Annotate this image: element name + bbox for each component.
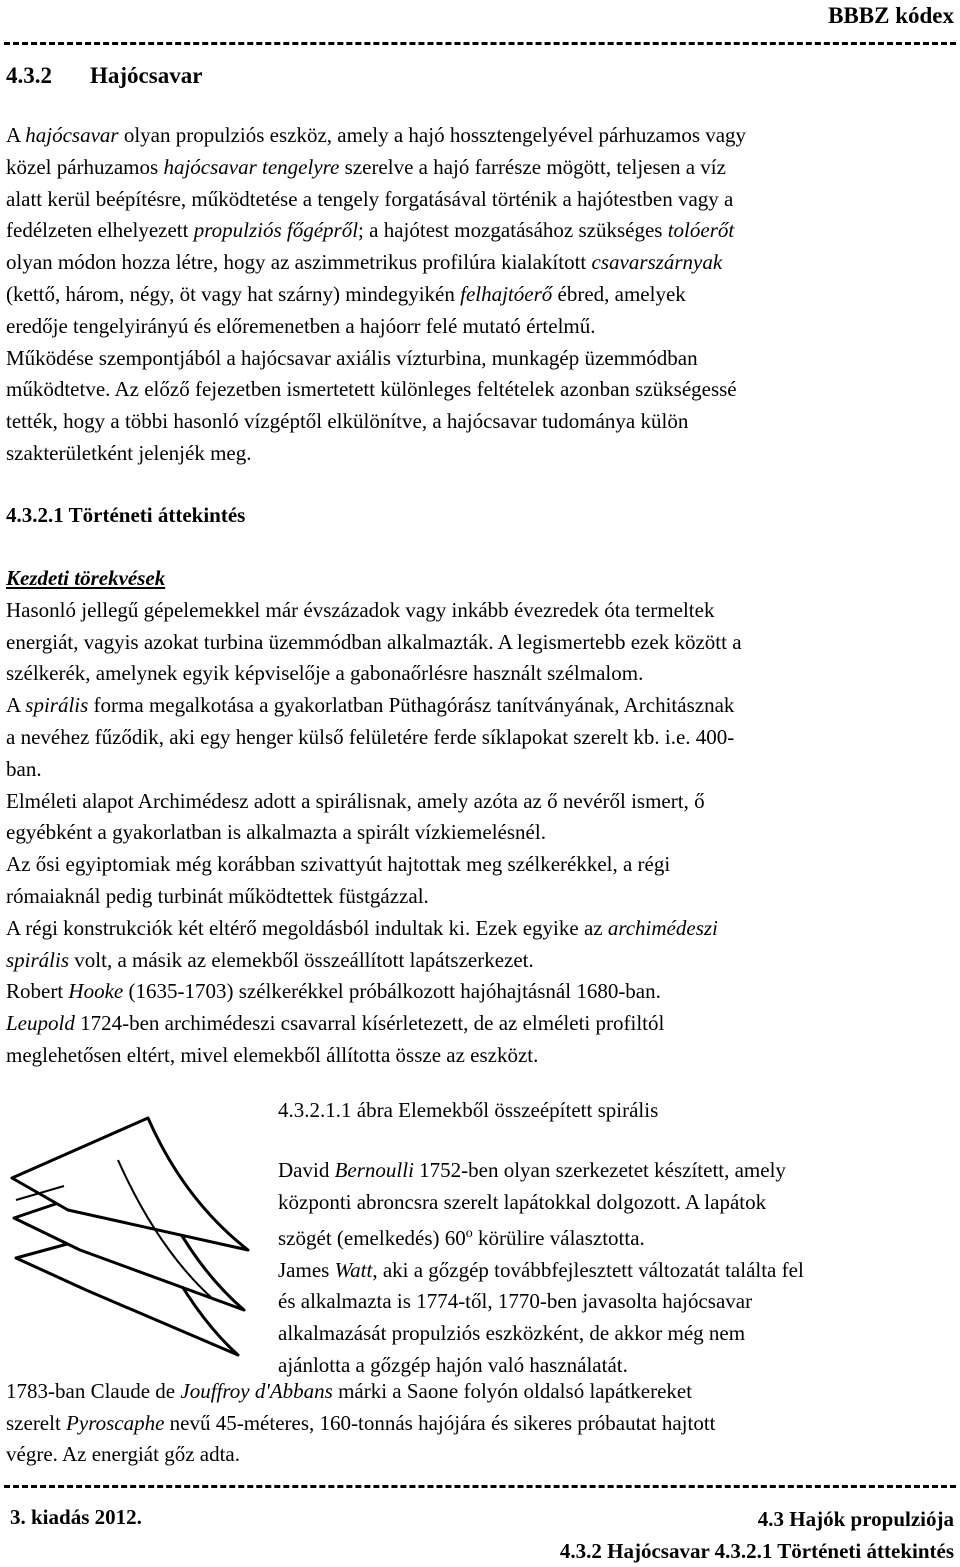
text-line <box>6 786 954 818</box>
text-line <box>6 1408 954 1440</box>
header-code: BBBZ kódex <box>828 3 954 28</box>
italic-run: Pyroscaphe <box>66 1410 165 1435</box>
text-run: Az ősi egyiptomiak még korábban szivattyút hajtottak meg szélkerékkel, a régi <box>6 852 671 877</box>
header-divider <box>4 42 956 45</box>
text-line <box>6 152 954 184</box>
text-run: és alkalmazta is 1774-től, 1770-ben javasolta hajócsavar <box>278 1289 753 1314</box>
text-run: James <box>278 1257 335 1282</box>
text-run: szerelve a hajó farrésze mögött, teljesen a víz <box>339 154 726 179</box>
italic-run: tolóerőt <box>667 218 735 243</box>
text-run: A <box>6 693 26 718</box>
early-section <box>6 563 954 1072</box>
text-run: körülire választotta. <box>472 1226 645 1251</box>
text-line <box>278 1155 958 1187</box>
text-run: , aki a gőzgép továbbfejlesztett változatát találta fel <box>372 1257 804 1282</box>
text-line <box>6 913 954 945</box>
early-heading: Kezdeti törekvések <box>6 566 166 590</box>
italic-run: Watt <box>334 1257 373 1282</box>
text-run: David <box>278 1158 335 1182</box>
subsection-title-text: Történeti áttekintés <box>68 503 246 527</box>
text-line <box>278 1255 958 1287</box>
text-run: Elméleti alapot Archimédesz adott a spirálisnak, amely azóta az ő nevéről ismert, ő <box>6 788 705 813</box>
text-run: fedélzeten elhelyezett <box>6 218 194 243</box>
text-line <box>6 658 954 690</box>
text-run: 1783-ban Claude de <box>6 1379 181 1403</box>
footer-edition: 3. kiadás 2012. <box>10 1505 142 1529</box>
footer-right <box>560 1503 954 1567</box>
text-run: Robert <box>6 979 69 1004</box>
side-paragraph <box>278 1155 958 1381</box>
text-run: (kettő, három, négy, öt vagy hat szárny) mindegyikén <box>6 281 461 306</box>
text-run: közel párhuzamos <box>6 154 164 179</box>
text-line <box>278 1286 958 1318</box>
text-line <box>6 406 954 438</box>
section-number: 4.3.2 <box>6 63 52 88</box>
italic-run: spirális <box>6 947 70 972</box>
text-line <box>6 374 954 406</box>
text-run: 1724-ben archimédeszi csavarral kísérletezett, de az elméleti profiltól <box>74 1011 665 1036</box>
text-run: alkalmazását propulziós eszközként, de akkor még nem <box>278 1320 746 1345</box>
text-line <box>6 881 954 913</box>
text-line <box>6 311 954 343</box>
text-line <box>6 945 954 977</box>
text-line <box>278 1318 958 1350</box>
text-run: ban. <box>6 756 42 781</box>
text-run: ; a hajótest mozgatásához szükséges <box>358 218 668 243</box>
text-line <box>6 1376 954 1408</box>
text-run: egyébként a gyakorlatban is alkalmazta a spirált vízkiemelésnél. <box>6 820 546 845</box>
section-title-text: Hajócsavar <box>90 63 203 88</box>
italic-run: Hooke <box>68 979 124 1004</box>
text-line <box>6 690 954 722</box>
text-run: ajánlotta a gőzgép hajón való használatát. <box>278 1352 628 1377</box>
superscript-run: o <box>465 1226 473 1242</box>
text-run: működtetve. Az előző fejezetben ismertetett különleges feltételek azonban szükségessé <box>6 377 737 402</box>
footer-section: 4.3.2 Hajócsavar 4.3.2.1 Történeti áttekintés <box>559 1539 954 1563</box>
text-run: olyan módon hozza létre, hogy az aszimmetrikus profilúra kialakított <box>6 250 592 275</box>
text-line <box>6 1040 954 1072</box>
text-line <box>6 247 954 279</box>
text-line <box>6 595 954 627</box>
text-run: olyan propulziós eszköz, amely a hajó hossztengelyével párhuzamos vagy <box>118 123 747 147</box>
italic-run: spirális <box>25 693 89 718</box>
text-run: tették, hogy a többi hasonló vízgéptől elkülönítve, a hajócsavar tudománya külön <box>6 409 689 434</box>
text-run: nevű 45-méteres, 160-tonnás hajójára és sikeres próbautat hajtott <box>164 1410 716 1435</box>
text-line <box>6 817 954 849</box>
italic-run: hajócsavar <box>25 123 119 147</box>
section-title <box>6 60 202 92</box>
after-paragraph <box>6 1376 954 1471</box>
text-line <box>6 215 954 247</box>
text-run: a nevéhez fűződik, aki egy henger külső felületére ferde síklapokat szerelt kb. i.e. 400- <box>6 724 735 749</box>
text-run: meglehetősen eltért, mivel elemekből állította össze az eszközt. <box>6 1042 539 1067</box>
italic-run: archimédeszi <box>607 915 718 940</box>
text-line <box>6 627 954 659</box>
text-line <box>6 976 954 1008</box>
italic-run: Leupold <box>6 1011 75 1036</box>
italic-run: csavarszárnyak <box>591 250 723 275</box>
italic-run: Jouffroy d'Abbans <box>180 1379 333 1403</box>
text-run: A <box>6 123 26 147</box>
text-run: (1635-1703) szélkerékkel próbálkozott hajóhajtásnál 1680-ban. <box>123 979 661 1004</box>
subsection-number: 4.3.2.1 <box>6 503 64 527</box>
text-run: Működése szempontjából a hajócsavar axiális vízturbina, munkagép üzemmódban <box>6 345 698 370</box>
subsection-title <box>6 500 954 532</box>
italic-run: felhajtóerő <box>460 281 553 306</box>
text-line <box>278 1218 958 1255</box>
text-run: márki a Saone folyón oldalsó lapátkereket <box>332 1379 693 1403</box>
text-line <box>6 438 954 470</box>
text-run: szerelt <box>6 1410 67 1435</box>
text-run: A régi konstrukciók két eltérő megoldásból indultak ki. Ezek egyike az <box>6 915 608 940</box>
footer-divider <box>4 1485 956 1488</box>
italic-run: Bernoulli <box>334 1158 414 1182</box>
text-run: szögét (emelkedés) 60 <box>278 1226 466 1251</box>
spiral-figure <box>8 1090 268 1380</box>
text-line <box>6 343 954 375</box>
text-line <box>6 722 954 754</box>
text-run: szélkerék, amelynek egyik képviselője a gabonaőrlésre használt szélmalom. <box>6 661 644 686</box>
text-run: volt, a másik az elemekből összeállított lapátszerkezet. <box>69 947 534 972</box>
text-run: eredője tengelyirányú és előremenetben a hajóorr felé mutató értelmű. <box>6 313 596 338</box>
intro-paragraph <box>6 120 954 470</box>
text-run: rómaiaknál pedig turbinát működtettek füstgázzal. <box>6 883 429 908</box>
italic-run: hajócsavar tengelyre <box>163 154 340 179</box>
text-line <box>6 184 954 216</box>
text-line <box>6 849 954 881</box>
italic-run: propulziós főgépről <box>193 218 359 243</box>
text-run: energiát, vagyis azokat turbina üzemmódban alkalmazták. A legismertebb ezek között a <box>6 629 742 654</box>
text-line <box>6 1439 954 1471</box>
text-line <box>6 279 954 311</box>
text-run: alatt kerül beépítésre, működtetése a tengely forgatásával történik a hajótestben vagy a <box>6 186 734 211</box>
text-run: végre. Az energiát gőz adta. <box>6 1442 241 1467</box>
footer-chapter: 4.3 Hajók propulziója <box>757 1507 954 1531</box>
text-run: Hasonló jellegű gépelemekkel már évszázadok vagy inkább évezredek óta termeltek <box>6 597 715 622</box>
text-line <box>6 1008 954 1040</box>
text-line <box>278 1187 958 1219</box>
figure-caption: 4.3.2.1.1 ábra Elemekből összeépített spirális <box>278 1098 659 1122</box>
early-paragraphs <box>6 595 954 1072</box>
text-run: forma megalkotása a gyakorlatban Püthagórász tanítványának, Architásznak <box>88 693 735 718</box>
text-run: ébred, amelyek <box>552 281 686 306</box>
text-run: 1752-ben olyan szerkezetet készített, amely <box>413 1158 786 1182</box>
text-run: központi abroncsra szerelt lapátokkal dolgozott. A lapátok <box>278 1189 767 1214</box>
text-line <box>6 120 954 152</box>
text-run: szakterületként jelenjék meg. <box>6 440 252 465</box>
text-line <box>6 754 954 786</box>
